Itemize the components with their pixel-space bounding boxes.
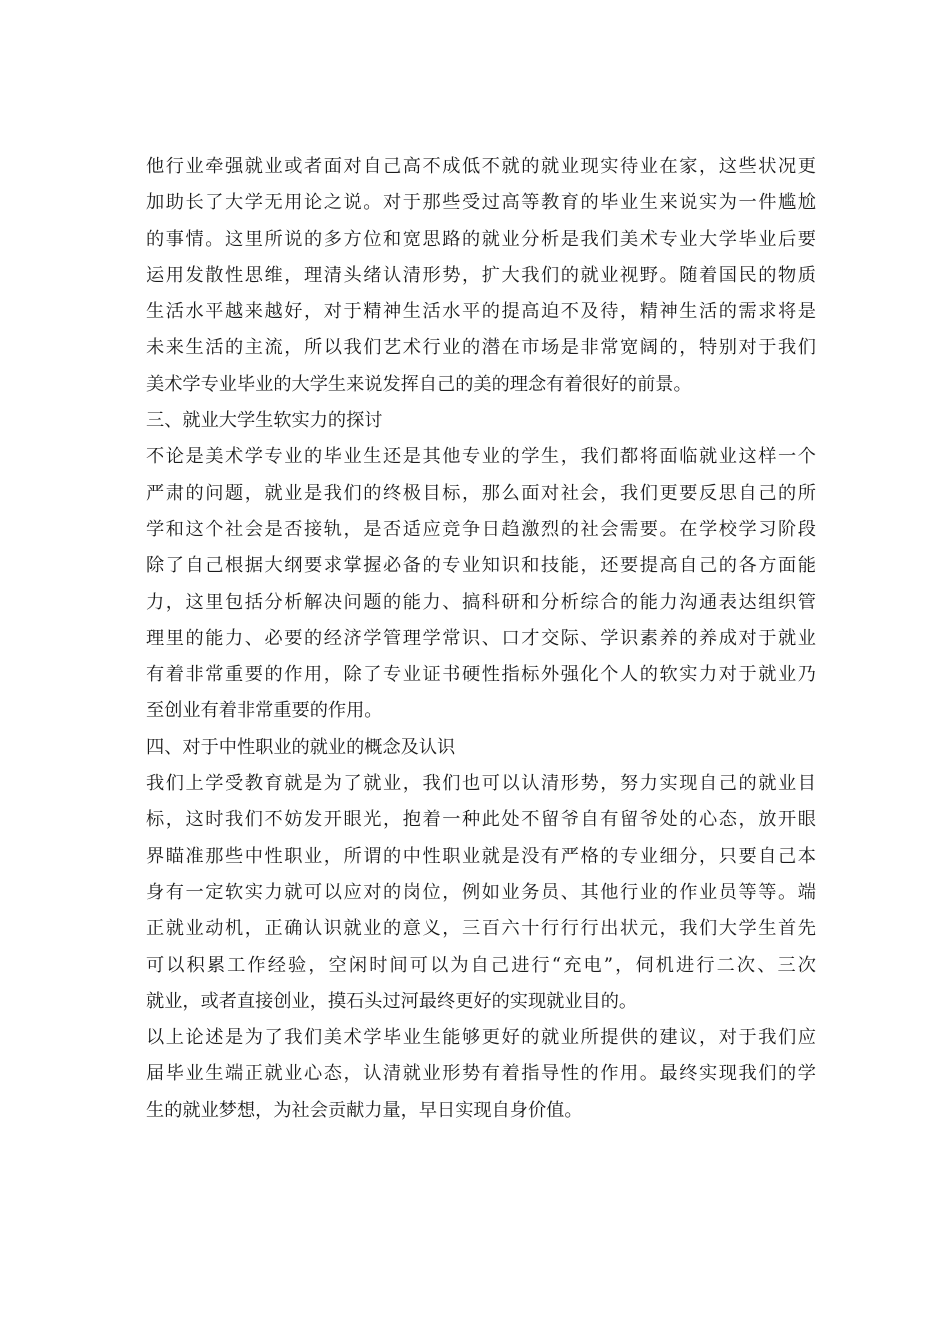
text-line: 不论是美术学专业的毕业生还是其他专业的学生，我们都将面临就业这样一个: [146, 446, 816, 468]
text-line: 除了自己根据大纲要求掌握必备的专业知识和技能，还要提高自己的各方面能: [146, 555, 816, 577]
text-line: 的事情。这里所说的多方位和宽思路的就业分析是我们美术专业大学毕业后要: [146, 228, 816, 250]
text-line: 我们上学受教育就是为了就业，我们也可以认清形势，努力实现自己的就业目: [146, 773, 816, 795]
text-line: 理里的能力、必要的经济学管理学常识、口才交际、学识素养的养成对于就业: [146, 627, 816, 649]
text-line: 三、就业大学生软实力的探讨: [146, 410, 383, 432]
text-line: 身有一定软实力就可以应对的岗位，例如业务员、其他行业的作业员等等。端: [146, 881, 816, 903]
text-line: 可以积累工作经验，空闲时间可以为自己进行“充电”，伺机进行二次、三次: [146, 954, 816, 976]
text-line: 未来生活的主流，所以我们艺术行业的潜在市场是非常宽阔的，特别对于我们: [146, 337, 816, 359]
text-line: 加助长了大学无用论之说。对于那些受过高等教育的毕业生来说实为一件尴尬: [146, 192, 816, 214]
text-line: 他行业牵强就业或者面对自己高不成低不就的就业现实待业在家，这些状况更: [146, 156, 816, 177]
text-line: 正就业动机，正确认识就业的意义，三百六十行行行出状元，我们大学生首先: [146, 918, 816, 940]
text-line: 生活水平越来越好，对于精神生活水平的提高迫不及待，精神生活的需求将是: [146, 301, 816, 323]
text-line: 四、对于中性职业的就业的概念及认识: [146, 736, 456, 758]
text-line: 力，这里包括分析解决问题的能力、搞科研和分析综合的能力沟通表达组织管: [146, 591, 816, 613]
text-line: 运用发散性思维，理清头绪认清形势，扩大我们的就业视野。随着国民的物质: [146, 264, 816, 286]
text-line: 学和这个社会是否接轨，是否适应竞争日趋激烈的社会需要。在学校学习阶段: [146, 518, 816, 540]
text-line: 至创业有着非常重要的作用。: [146, 700, 383, 722]
text-line: 生的就业梦想，为社会贡献力量，早日实现自身价值。: [146, 1099, 583, 1121]
text-line: 标，这时我们不妨发开眼光，抱着一种此处不留爷自有留爷处的心态，放开眼: [146, 809, 816, 831]
text-line: 届毕业生端正就业心态，认清就业形势有着指导性的作用。最终实现我们的学: [146, 1063, 816, 1085]
text-line: 以上论述是为了我们美术学毕业生能够更好的就业所提供的建议，对于我们应: [146, 1027, 816, 1049]
text-line: 美术学专业毕业的大学生来说发挥自己的美的理念有着很好的前景。: [146, 373, 692, 395]
text-line: 严肃的问题，就业是我们的终极目标，那么面对社会，我们更要反思自己的所: [146, 482, 816, 504]
text-line: 就业，或者直接创业，摸石头过河最终更好的实现就业目的。: [146, 990, 638, 1012]
text-line: 有着非常重要的作用，除了专业证书硬性指标外强化个人的软实力对于就业乃: [146, 664, 816, 686]
document-body: [146, 149, 816, 1129]
text-line: 界瞄准那些中性职业，所谓的中性职业就是没有严格的专业细分，只要自己本: [146, 845, 816, 867]
